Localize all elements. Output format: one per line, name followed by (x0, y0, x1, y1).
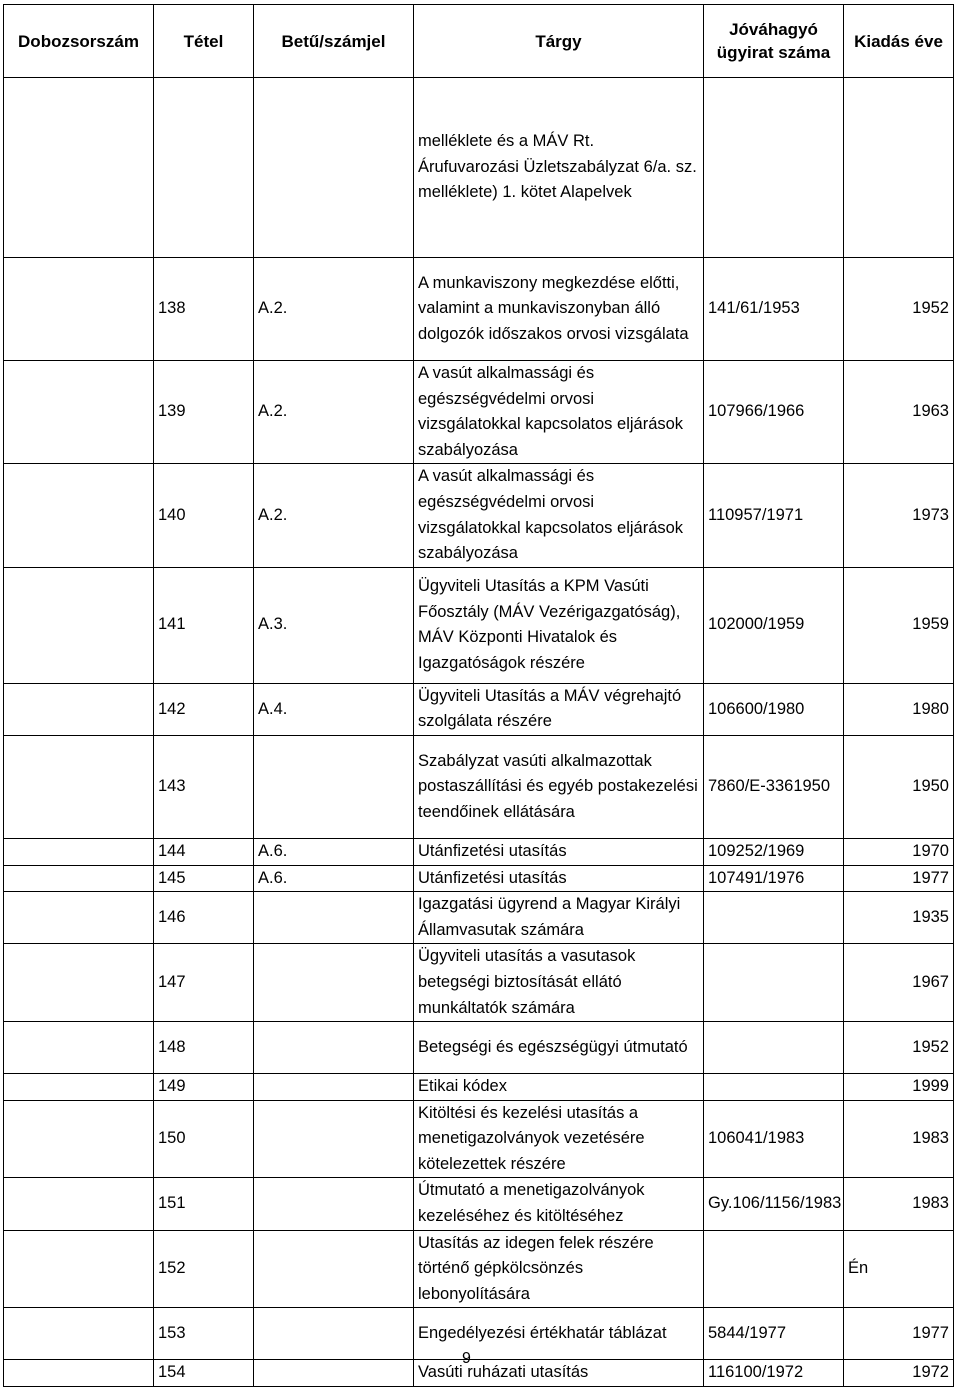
subject-cell: Szabályzat vasúti alkalmazottak postaszállítási és egyéb postakezelési teendőinek ellátására (414, 735, 704, 838)
table-row (4, 944, 954, 1022)
subject-cell: Etikai kódex (414, 1074, 704, 1101)
table-row (4, 1230, 954, 1308)
box-no-cell (4, 78, 154, 258)
header-item: Tétel (154, 5, 254, 78)
year-cell: 1935 (844, 892, 954, 944)
year-cell: 1999 (844, 1074, 954, 1101)
subject-cell: Utánfizetési utasítás (414, 838, 704, 865)
table-row (4, 892, 954, 944)
box-no-cell (4, 1074, 154, 1101)
item-cell: 149 (154, 1074, 254, 1101)
header-approval: Jóváhagyó ügyirat száma (704, 5, 844, 78)
box-no-cell (4, 892, 154, 944)
code-cell (254, 1230, 414, 1308)
header-issue-year: Kiadás éve (844, 5, 954, 78)
subject-cell: A munkaviszony megkezdése előtti, valamint a munkaviszonyban álló dolgozók időszakos orvosi vizsgálata (414, 258, 704, 361)
approval-cell (704, 1074, 844, 1101)
approval-cell (704, 1022, 844, 1074)
subject-cell: Ügyviteli Utasítás a KPM Vasúti Főosztály (MÁV Vezérigazgatóság), MÁV Központi Hivatalok és Igazgatóságok részére (414, 567, 704, 683)
table-row (4, 1360, 954, 1387)
code-cell (254, 1074, 414, 1101)
item-cell: 148 (154, 1022, 254, 1074)
item-cell: 145 (154, 865, 254, 892)
page-number: 9 (462, 1350, 471, 1367)
box-no-cell (4, 361, 154, 464)
subject-cell: Utánfizetési utasítás (414, 865, 704, 892)
subject-cell: Kitöltési és kezelési utasítás a menetigazolványok vezetésére kötelezettek részére (414, 1100, 704, 1178)
header-row (4, 5, 954, 78)
box-no-cell (4, 944, 154, 1022)
item-cell: 140 (154, 464, 254, 567)
code-cell: A.6. (254, 865, 414, 892)
code-cell (254, 1178, 414, 1230)
subject-cell: Ügyviteli utasítás a vasutasok betegségi biztosítását ellátó munkáltatók számára (414, 944, 704, 1022)
subject-cell: A vasút alkalmassági és egészségvédelmi orvosi vizsgálatokkal kapcsolatos eljárások szabályozása (414, 361, 704, 464)
approval-cell: 116100/1972 (704, 1360, 844, 1387)
approval-cell: 7860/E-3361950 (704, 735, 844, 838)
approval-cell: 102000/1959 (704, 567, 844, 683)
table-row (4, 258, 954, 361)
table-row (4, 1178, 954, 1230)
box-no-cell (4, 1360, 154, 1387)
code-cell (254, 735, 414, 838)
approval-cell: 110957/1971 (704, 464, 844, 567)
code-cell: A.4. (254, 683, 414, 735)
box-no-cell (4, 683, 154, 735)
year-cell: 1950 (844, 735, 954, 838)
approval-cell: 106041/1983 (704, 1100, 844, 1178)
subject-cell: Engedélyezési értékhatár táblázat (414, 1308, 704, 1360)
approval-cell: 109252/1969 (704, 838, 844, 865)
item-cell: 153 (154, 1308, 254, 1360)
code-cell: A.2. (254, 464, 414, 567)
table-row (4, 78, 954, 258)
subject-cell: Vasúti ruházati utasítás (414, 1360, 704, 1387)
item-cell: 152 (154, 1230, 254, 1308)
table-row (4, 683, 954, 735)
code-cell (254, 944, 414, 1022)
subject-cell: Útmutató a menetigazolványok kezeléséhez és kitöltéséhez (414, 1178, 704, 1230)
table-row (4, 865, 954, 892)
box-no-cell (4, 865, 154, 892)
item-cell: 151 (154, 1178, 254, 1230)
box-no-cell (4, 258, 154, 361)
subject-cell: Betegségi és egészségügyi útmutató (414, 1022, 704, 1074)
box-no-cell (4, 1022, 154, 1074)
box-no-cell (4, 464, 154, 567)
approval-cell: 141/61/1953 (704, 258, 844, 361)
register-body (4, 78, 954, 1387)
year-cell: 1972 (844, 1360, 954, 1387)
table-row (4, 464, 954, 567)
code-cell (254, 1100, 414, 1178)
year-cell: 1977 (844, 865, 954, 892)
table-row (4, 735, 954, 838)
approval-cell: 107491/1976 (704, 865, 844, 892)
box-no-cell (4, 1178, 154, 1230)
header-box-no: Dobozsorszám (4, 5, 154, 78)
table-row (4, 1074, 954, 1101)
table-row (4, 567, 954, 683)
subject-cell: Utasítás az idegen felek részére történő gépkölcsönzés lebonyolítására (414, 1230, 704, 1308)
year-cell: 1977 (844, 1308, 954, 1360)
header-code: Betű/számjel (254, 5, 414, 78)
item-cell: 150 (154, 1100, 254, 1178)
item-cell: 139 (154, 361, 254, 464)
box-no-cell (4, 838, 154, 865)
year-cell: 1959 (844, 567, 954, 683)
code-cell: A.2. (254, 361, 414, 464)
code-cell (254, 1360, 414, 1387)
code-cell (254, 1308, 414, 1360)
subject-cell: melléklete és a MÁV Rt. Árufuvarozási Üzletszabályzat 6/a. sz. melléklete) 1. kötet Alapelvek (414, 78, 704, 258)
item-cell: 142 (154, 683, 254, 735)
code-cell: A.6. (254, 838, 414, 865)
year-cell: 1980 (844, 683, 954, 735)
item-cell: 143 (154, 735, 254, 838)
item-cell: 138 (154, 258, 254, 361)
header-subject: Tárgy (414, 5, 704, 78)
year-cell: Én (844, 1230, 954, 1308)
year-cell: 1970 (844, 838, 954, 865)
box-no-cell (4, 1100, 154, 1178)
year-cell: 1952 (844, 258, 954, 361)
item-cell: 144 (154, 838, 254, 865)
year-cell: 1963 (844, 361, 954, 464)
approval-cell: 107966/1966 (704, 361, 844, 464)
table-row (4, 1308, 954, 1360)
year-cell: 1967 (844, 944, 954, 1022)
approval-cell: Gy.106/1156/1983 (704, 1178, 844, 1230)
approval-cell (704, 78, 844, 258)
code-cell (254, 1022, 414, 1074)
approval-cell (704, 892, 844, 944)
item-cell: 154 (154, 1360, 254, 1387)
table-row (4, 838, 954, 865)
approval-cell: 106600/1980 (704, 683, 844, 735)
item-cell: 146 (154, 892, 254, 944)
table-row (4, 1100, 954, 1178)
code-cell (254, 78, 414, 258)
subject-cell: Igazgatási ügyrend a Magyar Királyi Államvasutak számára (414, 892, 704, 944)
subject-cell: A vasút alkalmassági és egészségvédelmi orvosi vizsgálatokkal kapcsolatos eljárások szabályozása (414, 464, 704, 567)
table-row (4, 361, 954, 464)
item-cell: 147 (154, 944, 254, 1022)
code-cell: A.2. (254, 258, 414, 361)
year-cell (844, 78, 954, 258)
approval-cell (704, 944, 844, 1022)
approval-cell: 5844/1977 (704, 1308, 844, 1360)
year-cell: 1983 (844, 1178, 954, 1230)
subject-cell: Ügyviteli Utasítás a MÁV végrehajtó szolgálata részére (414, 683, 704, 735)
archive-register-table (3, 4, 954, 1387)
year-cell: 1973 (844, 464, 954, 567)
approval-cell (704, 1230, 844, 1308)
box-no-cell (4, 1308, 154, 1360)
table-row (4, 1022, 954, 1074)
item-cell (154, 78, 254, 258)
box-no-cell (4, 735, 154, 838)
code-cell (254, 892, 414, 944)
code-cell: A.3. (254, 567, 414, 683)
box-no-cell (4, 1230, 154, 1308)
box-no-cell (4, 567, 154, 683)
item-cell: 141 (154, 567, 254, 683)
year-cell: 1983 (844, 1100, 954, 1178)
year-cell: 1952 (844, 1022, 954, 1074)
